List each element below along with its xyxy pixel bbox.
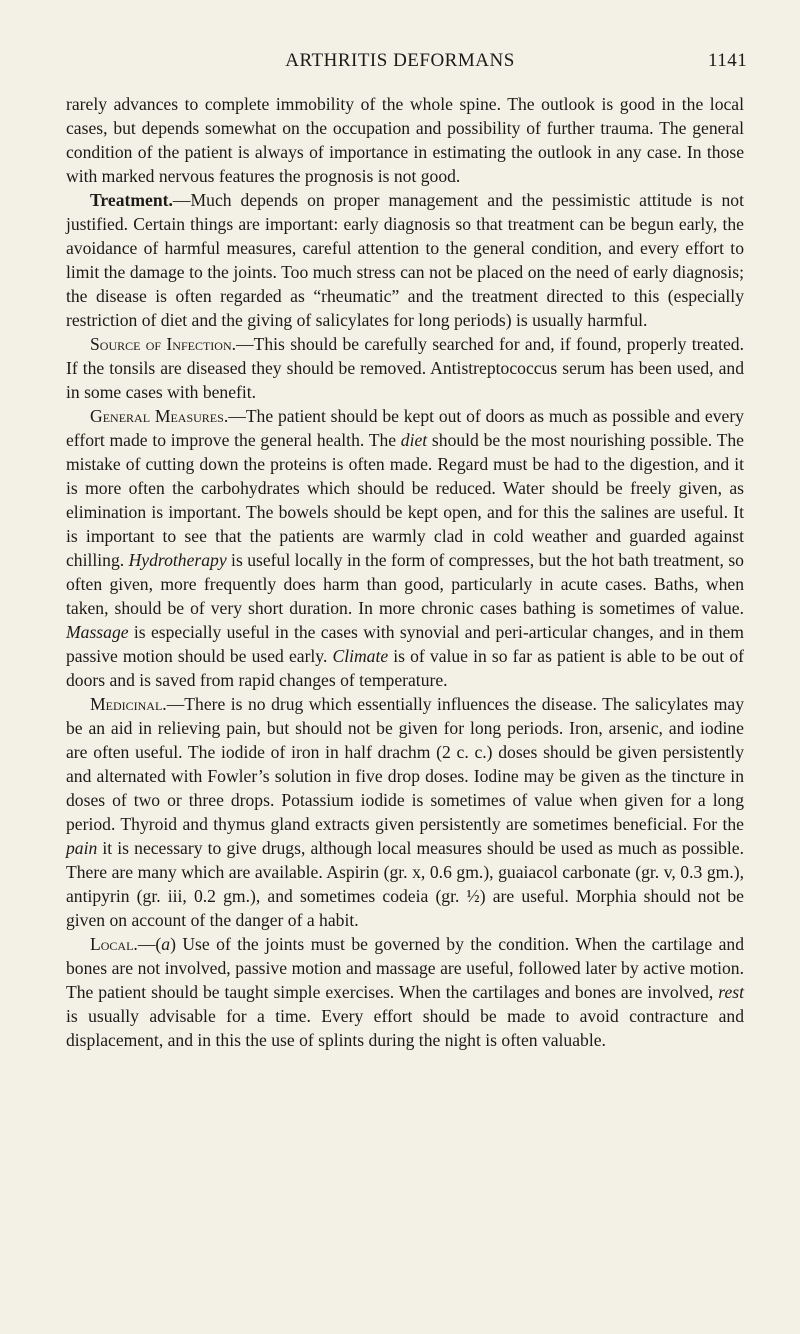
italic-term: Hydrotherapy xyxy=(128,550,227,570)
section-heading-treatment: Treatment. xyxy=(90,190,173,210)
body-text xyxy=(66,92,744,1052)
page-header xyxy=(0,50,800,74)
subheading-medicinal: Medicinal. xyxy=(90,694,167,714)
paragraph-medicinal: Medicinal.—There is no drug which essentially influences the disease. The salicylates may be an aid in relieving pain, but should not be given for long periods. Iron, arsenic, and iodine are often useful. The iodide of iron in half drachm (2 c. c.) doses should be given persistently and alternated with Fowler’s solution in five drop doses. Iodine may be given as the tincture in doses of two or three drops. Potassium iodide is sometimes of value when given for a long period. Thyroid and thymus gland extracts given persistently are sometimes beneficial. For the pain it is necessary to give drugs, although local measures should be used as much as possible. There are many which are available. Aspirin (gr. x, 0.6 gm.), guaiacol carbonate (gr. v, 0.3 gm.), antipyrin (gr. iii, 0.2 gm.), and sometimes codeia (gr. ½) are useful. Morphia should not be given on account of the danger of a habit. xyxy=(66,694,744,930)
italic-term: rest xyxy=(718,982,744,1002)
paragraph-prognosis-continued: rarely advances to complete immobility of the whole spine. The outlook is good in the local cases, but depends somewhat on the occupation and possibility of further trauma. The general condition of the patient is always of importance in estimating the outlook in any case. In those with marked nervous features the prognosis is not good. xyxy=(66,94,744,186)
subheading-general-measures: General Measures. xyxy=(90,406,229,426)
paragraph-treatment: Treatment.—Much depends on proper management and the pessimistic attitude is not justified. Certain things are important: early diagnosis so that treatment can be begun early, the avoidance of harmful measures, careful attention to the general condition, and every effort to limit the damage to the joints. Too much stress can not be placed on the need of early diagnosis; the disease is often regarded as “rheumatic” and the treatment directed to this (especially restriction of diet and the giving of salicylates for long periods) is usually harmful. xyxy=(66,190,744,330)
subheading-source-of-infection: Source of Infection. xyxy=(90,334,237,354)
italic-term: a xyxy=(161,934,171,954)
italic-term: diet xyxy=(400,430,428,450)
running-head: ARTHRITIS DEFORMANS xyxy=(285,50,515,71)
italic-term: pain xyxy=(66,838,98,858)
subheading-local: Local. xyxy=(90,934,138,954)
italic-term: Massage xyxy=(66,622,129,642)
paragraph-general-measures: General Measures.—The patient should be kept out of doors as much as possible and every effort made to improve the general health. The diet should be the most nourishing possible. The mistake of cutting down the proteins is often made. Regard must be had to the digestion, and it is more often the carbohydrates which should be reduced. Water should be freely given, as elimination is important. The bowels should be kept open, and for this the salines are useful. It is important to see that the patients are warmly clad in cold weather and guarded against chilling. Hydrotherapy is useful locally in the form of compresses, but the hot bath treatment, so often given, more frequently does harm than good, particularly in acute cases. Baths, when taken, should be of very short duration. In more chronic cases bathing is sometimes of value. Massage is especially useful in the cases with synovial and peri-articular changes, and in them passive motion should be used early. Climate is of value in so far as patient is able to be out of doors and is saved from rapid changes of temperature. xyxy=(66,406,744,690)
paragraph-source-of-infection: Source of Infection.—This should be carefully searched for and, if found, properly treated. If the tonsils are diseased they should be removed. Antistreptococcus serum has been used, and in some cases with benefit. xyxy=(66,334,744,402)
paragraph-local: Local.—(a) Use of the joints must be governed by the condition. When the cartilage and bones are not involved, passive motion and massage are useful, followed later by active motion. The patient should be taught simple exercises. When the cartilages and bones are involved, rest is usually advisable for a time. Every effort should be made to avoid contracture and displacement, and in this the use of splints during the night is often valuable. xyxy=(66,934,744,1050)
italic-term: Climate xyxy=(332,646,389,666)
page-number: 1141 xyxy=(708,50,748,71)
